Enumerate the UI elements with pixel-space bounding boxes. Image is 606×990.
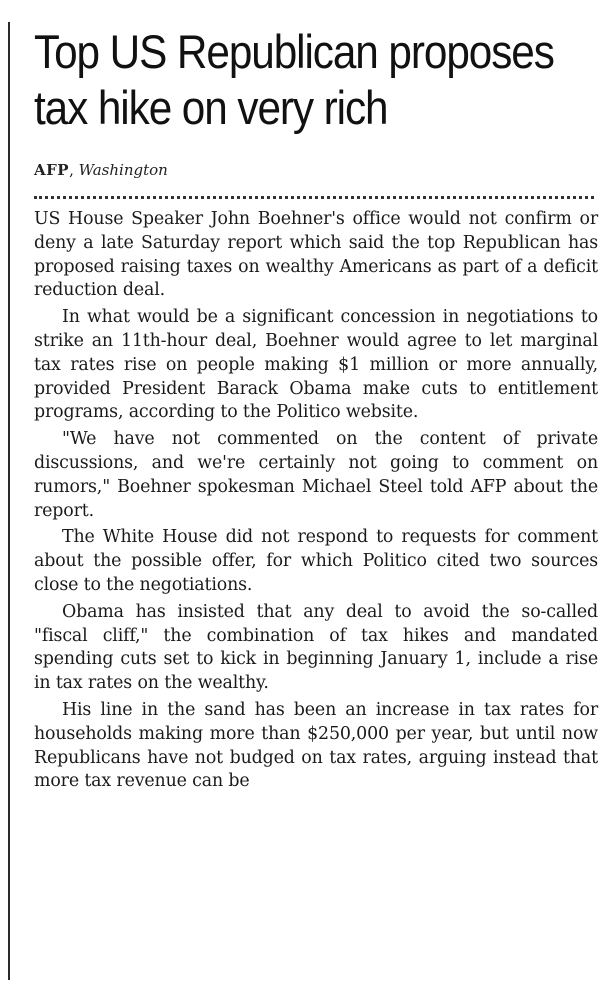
- byline-location: Washington: [78, 161, 168, 179]
- paragraph-1: US House Speaker John Boehner's office would not confirm or deny a late Saturday report which said the top Republican has proposed raising taxes on wealthy Americans as part of a deficit reduction deal.: [34, 209, 598, 301]
- paragraph-5: Obama has insisted that any deal to avoid the so-called "fiscal cliff," the combination of tax hikes and mandated spending cuts set to kick in beginning January 1, include a rise in tax rates on the wealthy.: [34, 601, 598, 694]
- byline-source: AFP: [34, 161, 70, 179]
- byline-separator: ,: [69, 161, 79, 179]
- left-column-rule: [8, 22, 10, 980]
- paragraph-6: His line in the sand has been an increase in tax rates for households making more than $250,000 per year, but until now Republicans have not budged on tax rates, arguing instead that more tax revenue can be: [34, 699, 598, 792]
- paragraph-2: In what would be a significant concession in negotiations to strike an 11th-hour deal, Boehner would agree to let marginal tax rates rise on people making $1 million or more annually, provided President Barack Obama make cuts to entitlement programs, according to the Politico website.: [34, 307, 598, 423]
- paragraph-3: "We have not commented on the content of private discussions, and we're certainly not going to comment on rumors," Boehner spokesman Michael Steel told AFP about the report.: [34, 429, 598, 521]
- headline: Top US Republican proposes tax hike on very rich: [34, 25, 554, 134]
- paragraph-4: The White House did not respond to requests for comment about the possible offer, for which Politico cited two sources close to the negotiations.: [34, 527, 598, 595]
- article: [34, 0, 598, 794]
- byline: [34, 160, 598, 180]
- article-body: [34, 208, 598, 794]
- dotted-divider: [34, 196, 594, 199]
